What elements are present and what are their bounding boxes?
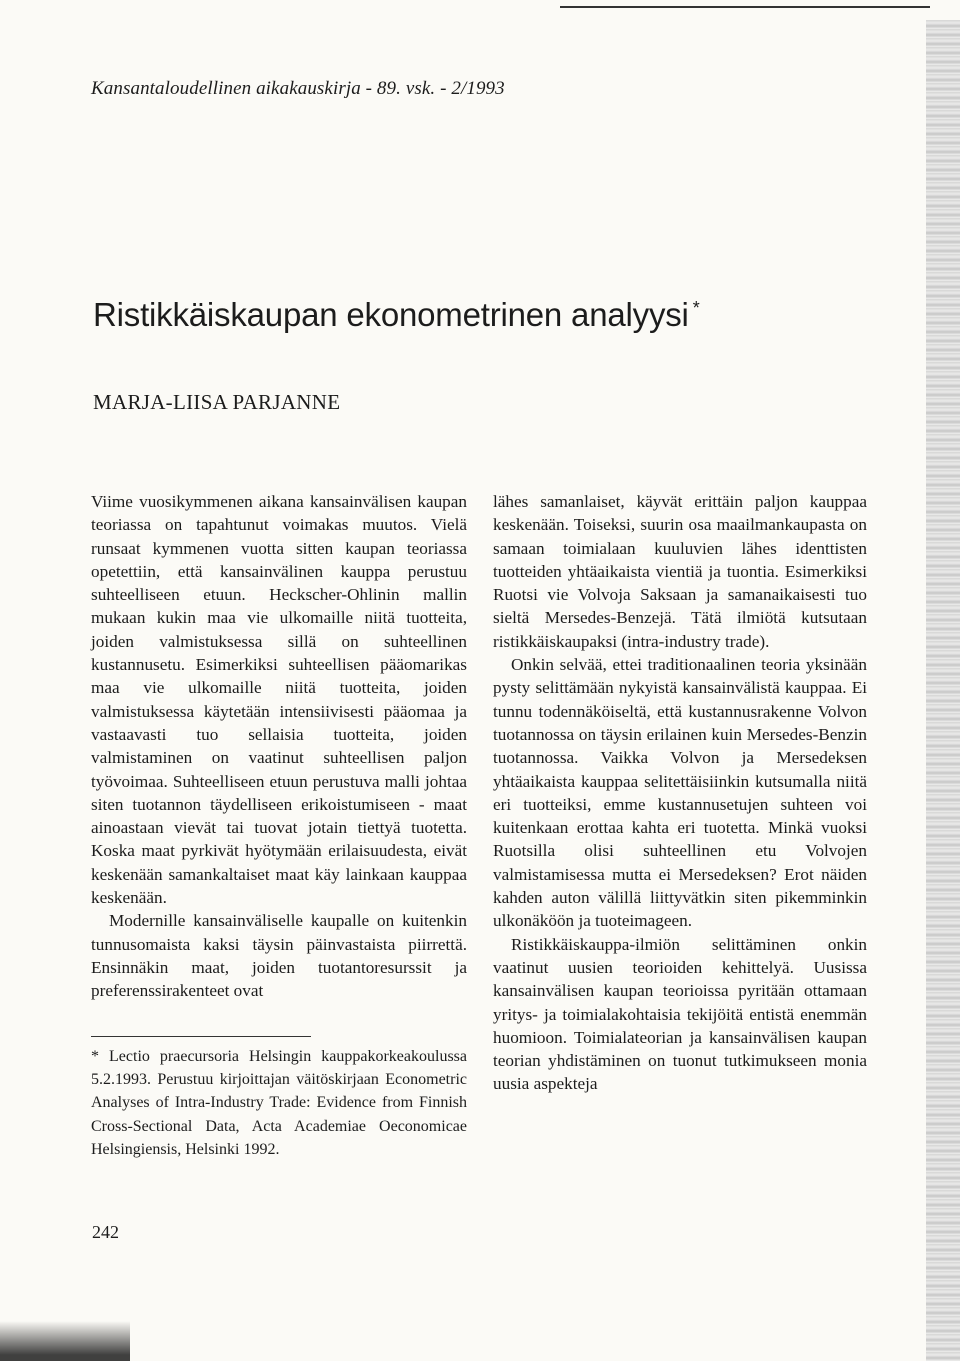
right-paragraph-2: Onkin selvää, ettei traditionaalinen teoria yksinään pysty selittämään nykyistä kansainvälistä kauppaa. Ei tunnu todennäköiseltä, että kustannusrakenne Volvon tuotannossa on täysin erilainen kuin Mersedes-Benzin tuotannossa. Vaikka Volvon ja Mersedeksen yhtäaikaista kauppaa selitettäisiinkin kutsumalla niitä eri tuotteiksi, emme kustannusetujen suhteen voi kuitenkaan erottaa kahta eri tuotetta. Minkä vuoksi Ruotsilla olisi suhteellinen etu Volvojen valmistamisessa mutta ei Mersedeksen? Erot näiden kahden auton välillä liittyvätkin siten pikemminkin ulkonäköön ja tuoteimageen. [493, 655, 867, 931]
article-title-text: Ristikkäiskaupan ekonometrinen analyysi [93, 296, 689, 333]
author-name: MARJA-LIISA PARJANNE [93, 390, 341, 414]
right-paragraph-1: lähes samanlaiset, käyvät erittäin paljon kauppaa keskenään. Toiseksi, suurin osa maailmankaupasta on samaan toimialaan kuuluvien lähes identtisten tuotteiden yhtäaikaista vientiä ja tuontia. Esimerkiksi Ruotsi vie Volvoja Saksaan ja samanaikaisesti tuo sieltä Mersedes-Benzejä. Tätä ilmiötä kutsutaan ristikkäiskaupaksi (intra-industry trade). [493, 492, 867, 651]
left-paragraph-1: Viime vuosikymmenen aikana kansainvälisen kaupan teoriassa on tapahtunut voimakas muutos. Vielä runsaat kymmenen vuotta sitten kaupan teoriassa opetettiin, että kansainvälinen kauppa perustuu suhteelliseen etuun. Heckscher-Ohlinin mallin mukaan kukin maa vie ulkomaille niitä tuotteita, joiden valmistuksessa sillä on suhteellinen kustannusetu. Esimerkiksi suhteellisen pääomarikas maa vie ulkomaille niitä tuotteita, joiden valmistuksessa käytetään intensiivisesti pääomaa ja vastaavasti tuo sellaisia tuotteita, joiden valmistaminen on vaatinut suhteellisen paljon työvoimaa. Suhteelliseen etuun perustuva malli johtaa siten tuotannon täydelliseen erikoistumiseen - maat ainoastaan vievät tai tuovat jotain tiettyä tuotetta. Koska maat pyrkivät hyötymään erilaisuudesta, eivät keskenään samankaltaiset maat käy lainkaan kauppaa keskenään. [91, 492, 467, 908]
journal-header: Kansantaloudellinen aikakauskirja - 89. vsk. - 2/1993 [91, 78, 505, 99]
scan-right-edge [926, 20, 960, 1361]
right-paragraph-3: Ristikkäiskauppa-ilmiön selittäminen onkin vaatinut uusien teorioiden kehittelyä. Uusissa kansainvälisen kaupan teorioissa pyritään ottamaan yritys- ja toimialakohtaisia tekijöitä entistä enemmän huomioon. Toimialateorian ja kansainvälisen kaupan teorian yhdistäminen on tuonut tutkimukseen monia uusia aspekteja [493, 934, 867, 1094]
right-column [493, 490, 867, 1096]
title-footnote-mark: * [692, 298, 700, 318]
page-number: 242 [92, 1222, 119, 1242]
footnote: * Lectio praecursoria Helsingin kauppakorkeakoulussa 5.2.1993. Perustuu kirjoittajan väitöskirjaan Econometric Analyses of Intra-Industry Trade: Evidence from Finnish Cross-Sectional Data, Acta Academiae Oeconomicae Helsingiensis, Helsinki 1992. [91, 1048, 467, 1158]
scan-top-rule [560, 6, 930, 8]
left-paragraph-2: Modernille kansainväliselle kaupalle on kuitenkin tunnusomaista kaksi täysin päinvastaista piirrettä. Ensinnäkin maat, joiden tuotantoresurssit ja preferenssirakenteet ovat [91, 911, 467, 1001]
footnote-divider [91, 1036, 311, 1037]
article-title [93, 296, 700, 334]
left-column [91, 490, 467, 1003]
scan-bottom-shadow [0, 1321, 130, 1361]
